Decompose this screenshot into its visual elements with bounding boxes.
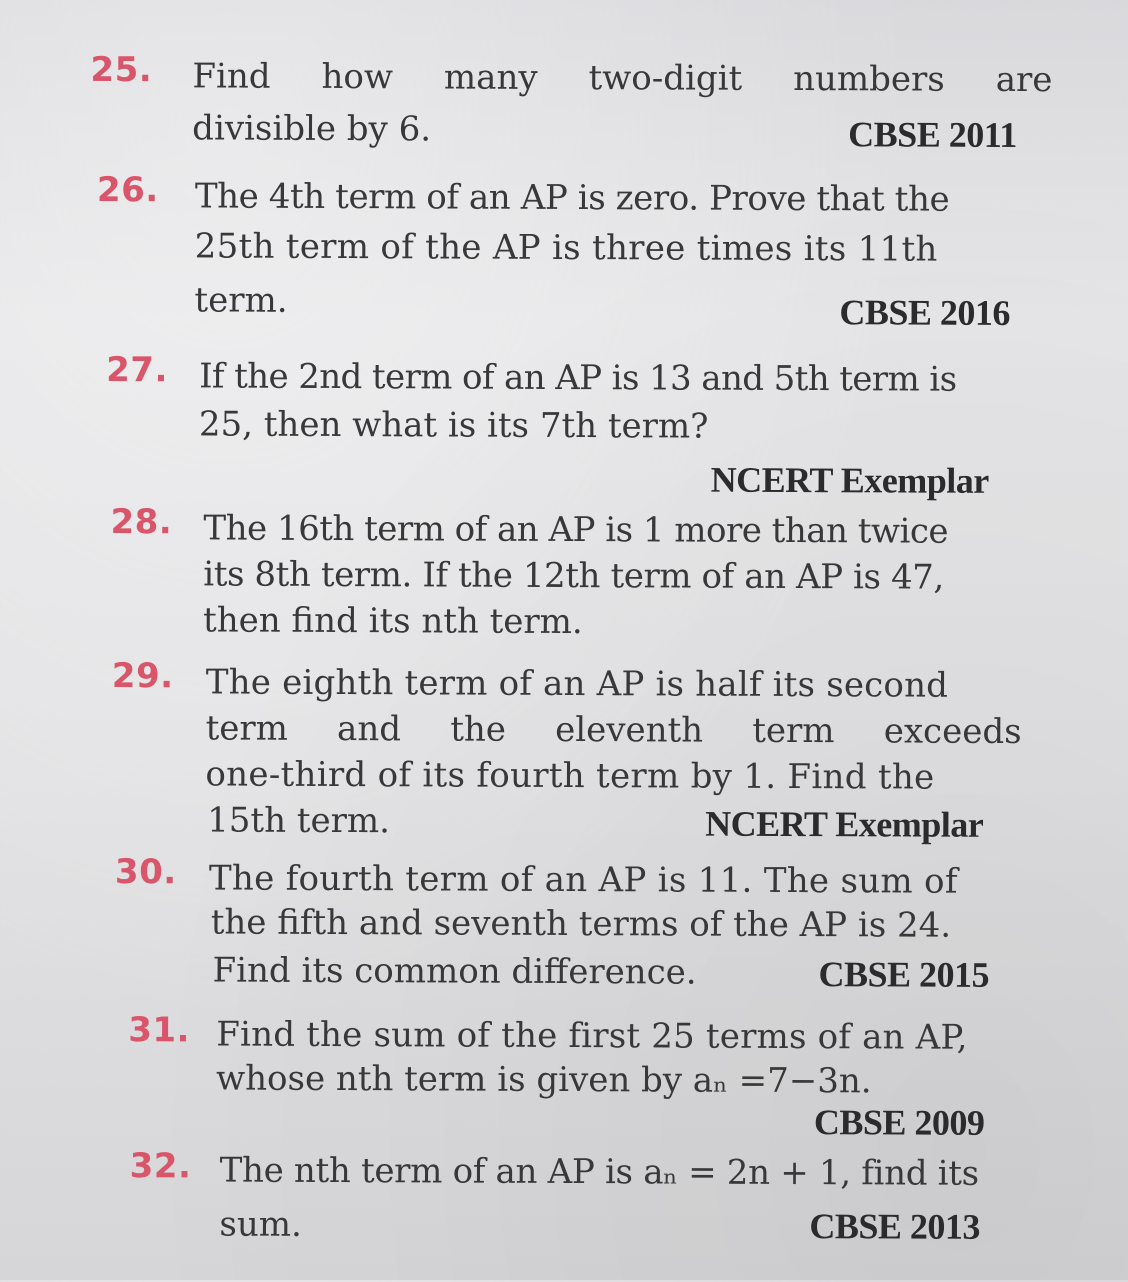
question-number: 28. (110, 502, 173, 543)
word: term (205, 708, 288, 749)
source-label: NCERT Exemplar (705, 803, 984, 845)
question-text-line: whose nth term is given by aₙ =7−3n. (215, 1058, 872, 1102)
word: eleventh (555, 709, 704, 751)
source-label: CBSE 2015 (818, 954, 990, 995)
source-label: CBSE 2016 (839, 292, 1011, 333)
source-label: CBSE 2009 (813, 1102, 985, 1143)
question-text-line: 25th term of the AP is three times its 11th (194, 226, 938, 270)
question-text-line: If the 2nd term of an AP is 13 and 5th term is (199, 356, 957, 400)
question-text-line: the fifth and seventh terms of the AP is 24. (210, 902, 952, 946)
source-label: CBSE 2013 (809, 1206, 981, 1247)
question-text-line (192, 56, 1052, 100)
word: term (752, 710, 835, 752)
question-number: 26. (96, 169, 159, 211)
word: how (321, 56, 394, 98)
question-text-line: 25, then what is its 7th term? (198, 404, 709, 447)
question-text-line: Find its common difference. (212, 950, 697, 993)
question-text-line: then find its nth term. (202, 600, 583, 643)
question-text-line: The nth term of an AP is aₙ = 2n + 1, find its (219, 1150, 979, 1194)
word: many (443, 57, 538, 98)
question-number: 25. (90, 49, 153, 91)
question-25 (3, 0, 1128, 155)
question-text-line: 15th term. (207, 800, 391, 842)
word: two-digit (588, 58, 743, 99)
question-number: 30. (114, 852, 177, 893)
question-text-line: sum. (219, 1204, 302, 1245)
question-number: 27. (106, 349, 168, 391)
word: and (337, 709, 402, 750)
word: Find (192, 56, 271, 97)
question-number: 31. (128, 1010, 191, 1051)
word: exceeds (883, 711, 1022, 752)
word: the (450, 709, 507, 750)
question-text-line: The 16th term of an AP is 1 more than twice (203, 508, 949, 552)
question-text-line: term. (194, 280, 288, 321)
question-text-line: The fourth term of an AP is 11. The sum of (208, 858, 958, 902)
question-text-line: its 8th term. If the 12th term of an AP is 47, (203, 554, 944, 598)
question-text-line: divisible by 6. (192, 108, 432, 150)
question-number: 29. (111, 656, 174, 697)
source-label: CBSE 2011 (848, 114, 1017, 155)
question-text-line: The eighth term of an AP is half its second (205, 662, 949, 706)
question-text-line (206, 708, 1022, 752)
question-text-line: Find the sum of the first 25 terms of an AP, (216, 1014, 968, 1058)
source-label: NCERT Exemplar (710, 459, 989, 501)
question-number: 32. (129, 1146, 192, 1187)
question-text-line: one-third of its fourth term by 1. Find the (205, 754, 935, 798)
question-text-line: The 4th term of an AP is zero. Prove that the (194, 176, 950, 220)
word: numbers (793, 58, 945, 100)
word: are (995, 59, 1053, 101)
